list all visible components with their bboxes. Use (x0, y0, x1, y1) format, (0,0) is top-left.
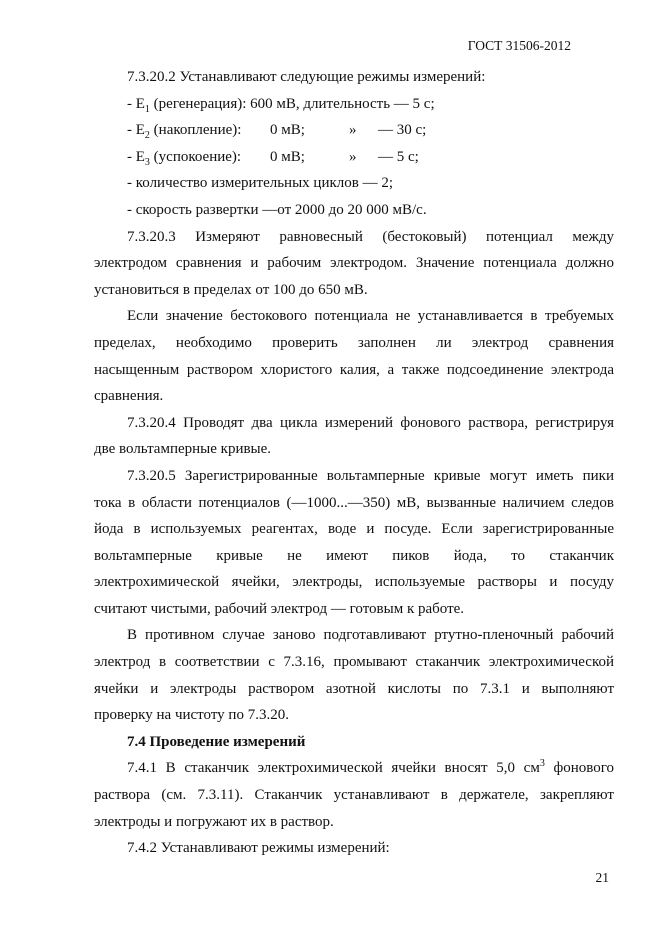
section-heading-7-4: 7.4 Проведение измерений (127, 733, 306, 750)
clause-7-3-20-3-line-3: установиться в пределах от 100 до 650 мВ. (94, 281, 368, 298)
mode-e3-label (127, 144, 241, 171)
mode-e1-subscript: 1 (144, 103, 150, 115)
paragraph-otherwise-line-2: электрод в соответствии с 7.3.16, промывают стаканчик электрохимической (94, 654, 614, 671)
cubic-superscript: 3 (539, 758, 545, 770)
clause-7-3-20-5-line-5: электрохимической ячейки, электроды, используемые растворы и посуду (94, 574, 614, 591)
clause-7-4-1-line-3: электроды и погружают их в раствор. (94, 813, 334, 830)
clause-7-3-20-3-line-1: 7.3.20.3 Измеряют равновесный (бестоковый) потенциал между (127, 228, 614, 245)
mode-e2-duration: — 30 с; (378, 122, 427, 139)
mode-cycles (94, 170, 614, 197)
document-code: ГОСТ 31506-2012 (467, 38, 571, 53)
mode-e3 (94, 144, 614, 171)
clause-7-3-20-5-line-6: считают чистыми, рабочий электрод — готовым к работе. (94, 600, 465, 617)
clause-7-3-20-3-line-2: электродом сравнения и рабочим электродом. Значение потенциала должно (94, 255, 614, 272)
mode-e2-label (127, 117, 241, 144)
mode-e3-ditto-mark: » (349, 148, 357, 165)
paragraph-if-not-line-4: сравнения. (94, 388, 164, 405)
clause-7-3-20-5-line-1: 7.3.20.5 Зарегистрированные вольтамперные кривые могут иметь пики (127, 467, 614, 484)
clause-7-4-1-line-1 (94, 755, 614, 782)
mode-sweep (94, 197, 614, 224)
mode-e1 (94, 91, 614, 118)
mode-e3-prefix: - E (127, 148, 145, 165)
mode-sweep-text: - скорость развертки —от 2000 до 20 000 мВ/с. (127, 201, 427, 218)
clause-7-3-20-2-intro: 7.3.20.2 Устанавливают следующие режимы измерений: (127, 69, 486, 85)
mode-e3-name: (успокоение): (149, 148, 242, 165)
mode-e2-subscript: 2 (144, 130, 150, 142)
clause-7-4-1-line-2: раствора (см. 7.3.11). Стаканчик устанавливают в держателе, закрепляют (94, 787, 614, 804)
paragraph-otherwise-line-3: ячейки и электроды раствором азотной кислоты по 7.3.1 и выполняют (94, 680, 614, 697)
paragraph-otherwise-line-1: В противном случае заново подготавливают ртутно-пленочный рабочий (127, 627, 614, 644)
clause-7-4-1-text-a: 7.4.1 В стаканчик электрохимической ячейки вносят 5,0 см (127, 760, 540, 777)
paragraph-otherwise-line-4: проверку на чистоту по 7.3.20. (94, 707, 289, 724)
mode-e1-rest: (регенерация): 600 мВ, длительность — 5 с; (149, 95, 435, 112)
clause-7-3-20-4-line-1: 7.3.20.4 Проводят два цикла измерений фонового раствора, регистрируя (127, 414, 614, 431)
mode-e1-text (127, 91, 435, 118)
mode-e2-prefix: - E (127, 122, 145, 139)
clause-7-4-1-text-b: фонового (544, 760, 614, 777)
mode-e2-name: (накопление): (149, 122, 242, 139)
mode-e3-subscript: 3 (144, 156, 150, 168)
paragraph-if-not-line-2: пределах, необходимо проверить заполнен ли электрод сравнения (94, 334, 614, 351)
paragraph-if-not-line-3: насыщенным раствором хлористого калия, а также подсоединение электрода (94, 361, 614, 378)
mode-e2-value: 0 мВ; (270, 122, 305, 139)
mode-cycles-text: - количество измерительных циклов — 2; (127, 175, 393, 192)
mode-e2 (94, 117, 614, 144)
mode-e3-duration: — 5 с; (378, 148, 419, 165)
clause-7-3-20-5-line-3: йода в используемых реагентах, воде и посуде. Если зарегистрированные (94, 521, 614, 538)
page-content (94, 64, 614, 862)
mode-e3-value: 0 мВ; (270, 148, 305, 165)
clause-7-3-20-5-line-4: вольтамперные кривые не имеют пиков йода, то стаканчик (94, 547, 614, 564)
mode-e2-ditto-mark: » (349, 122, 357, 139)
clause-7-4-2: 7.4.2 Устанавливают режимы измерений: (127, 840, 390, 857)
measurement-modes-list (94, 91, 614, 224)
clause-7-3-20-5-line-2: тока в области потенциалов (—1000...—350) мВ, вызванные наличием следов (94, 494, 614, 511)
mode-e1-prefix: - E (127, 95, 145, 112)
clause-7-3-20-4-line-2: две вольтамперные кривые. (94, 441, 272, 458)
paragraph-if-not-line-1: Если значение бестокового потенциала не устанавливается в требуемых (127, 308, 614, 325)
page-number: 21 (595, 870, 609, 885)
